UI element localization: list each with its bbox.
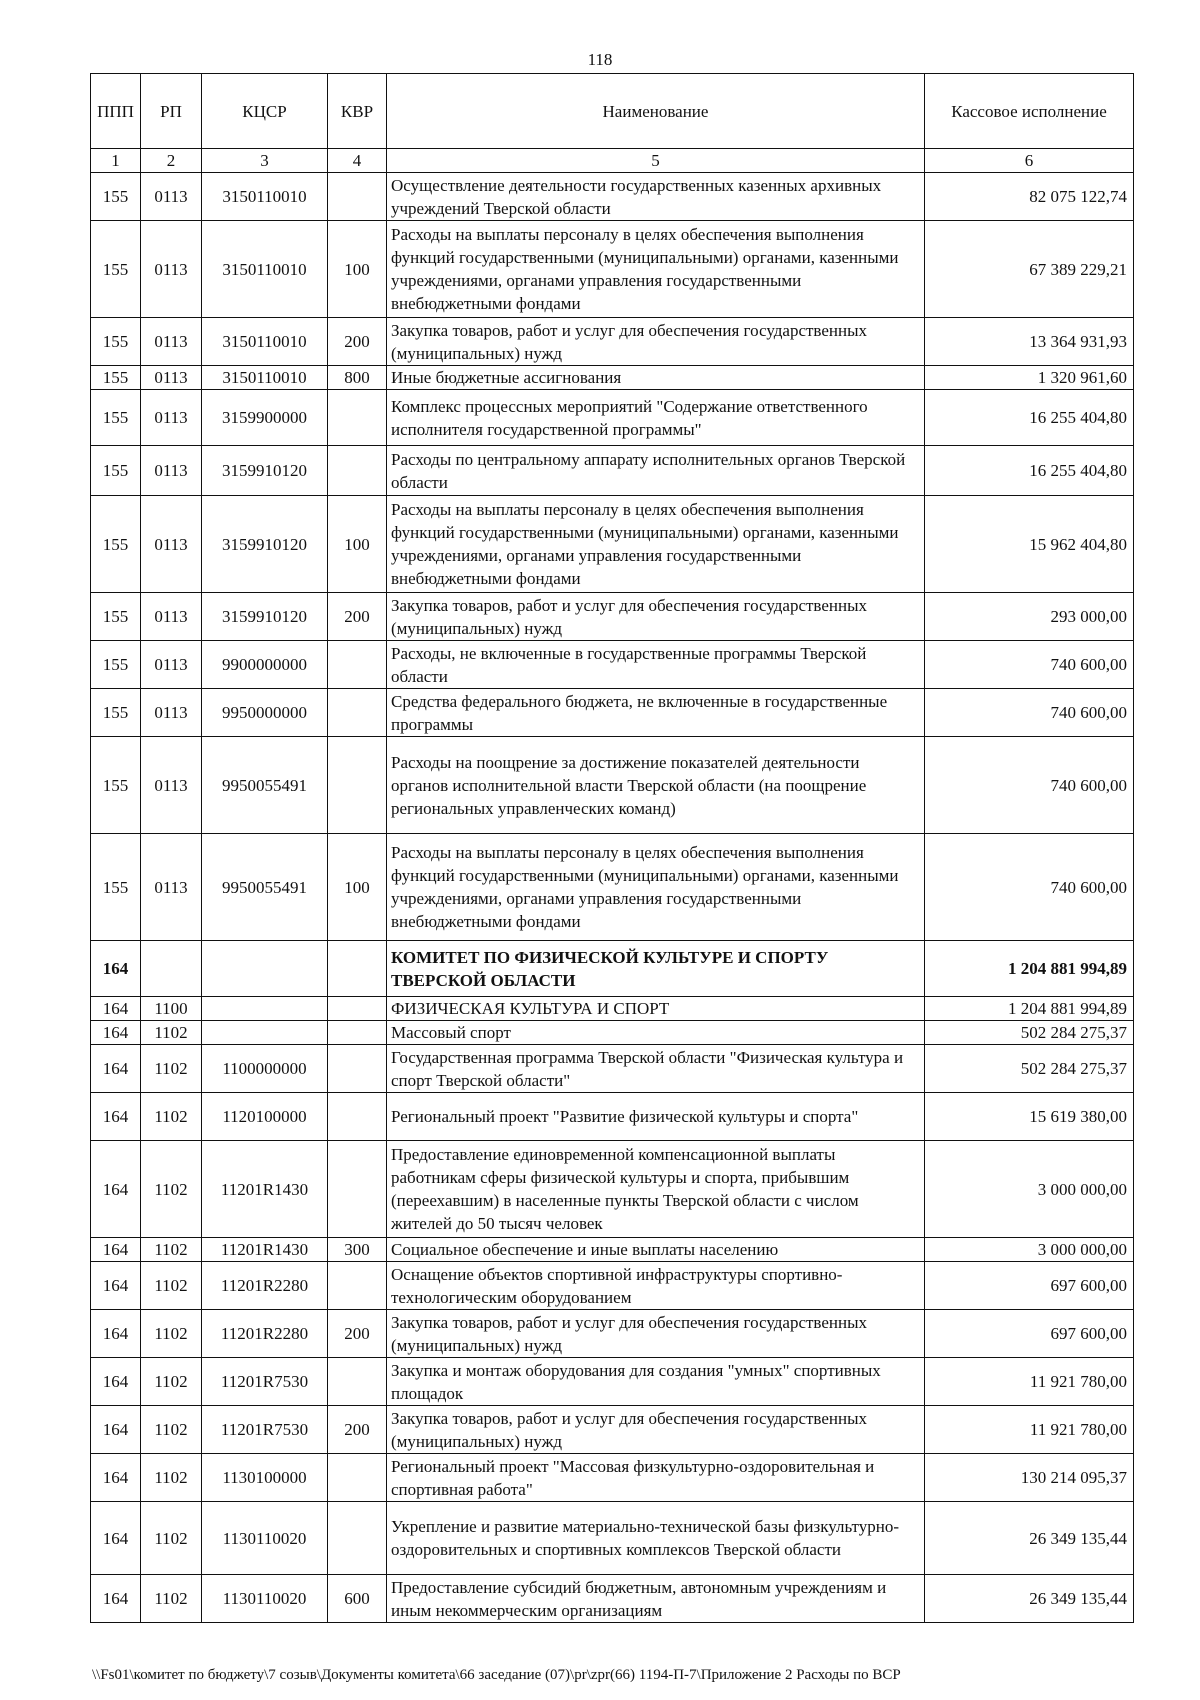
- cell-rp: 0113: [141, 834, 202, 941]
- cell-kvr: [328, 446, 387, 496]
- cell-kcsr: 3150110010: [202, 318, 328, 366]
- cell-amount: 1 320 961,60: [925, 366, 1134, 390]
- cell-kcsr: 11201R7530: [202, 1406, 328, 1454]
- cell-rp: 1100: [141, 997, 202, 1021]
- cell-rp: 0113: [141, 641, 202, 689]
- table-row: [91, 366, 1134, 390]
- cell-name: Предоставление единовременной компенсационной выплаты работникам сферы физической культуры и спорта, прибывшим (переехавшим) в населенные пункты Тверской области с числом жителей до 50 тысяч человек: [387, 1141, 925, 1238]
- cell-rp: 1102: [141, 1502, 202, 1575]
- cell-rp: 1102: [141, 1454, 202, 1502]
- cell-kcsr: 1120100000: [202, 1093, 328, 1141]
- cell-amount: 3 000 000,00: [925, 1141, 1134, 1238]
- column-number-row: [91, 149, 1134, 173]
- header-row: [91, 74, 1134, 149]
- cell-rp: 1102: [141, 1262, 202, 1310]
- cell-ppp: 155: [91, 390, 141, 446]
- table-row: [91, 1045, 1134, 1093]
- cell-amount: 1 204 881 994,89: [925, 941, 1134, 997]
- cell-ppp: 155: [91, 446, 141, 496]
- cell-amount: 740 600,00: [925, 737, 1134, 834]
- header-kvr: КВР: [328, 74, 387, 149]
- table-row: [91, 1310, 1134, 1358]
- table-row: [91, 1021, 1134, 1045]
- cell-amount: 740 600,00: [925, 834, 1134, 941]
- cell-name: Оснащение объектов спортивной инфраструктуры спортивно-технологическим оборудованием: [387, 1262, 925, 1310]
- cell-amount: 740 600,00: [925, 641, 1134, 689]
- cell-name: Закупка и монтаж оборудования для создания "умных" спортивных площадок: [387, 1358, 925, 1406]
- cell-kvr: 100: [328, 834, 387, 941]
- cell-name: Комплекс процессных мероприятий "Содержание ответственного исполнителя государственной программы": [387, 390, 925, 446]
- col-number: 5: [387, 149, 925, 173]
- cell-ppp: 164: [91, 997, 141, 1021]
- cell-amount: 11 921 780,00: [925, 1358, 1134, 1406]
- cell-ppp: 164: [91, 1358, 141, 1406]
- cell-name: Региональный проект "Развитие физической культуры и спорта": [387, 1093, 925, 1141]
- cell-kvr: [328, 1045, 387, 1093]
- cell-ppp: 164: [91, 1406, 141, 1454]
- cell-kcsr: [202, 997, 328, 1021]
- cell-name: ФИЗИЧЕСКАЯ КУЛЬТУРА И СПОРТ: [387, 997, 925, 1021]
- table-row: [91, 1502, 1134, 1575]
- table-row: [91, 941, 1134, 997]
- cell-kcsr: 11201R2280: [202, 1262, 328, 1310]
- cell-amount: 82 075 122,74: [925, 173, 1134, 221]
- table-row: [91, 641, 1134, 689]
- cell-kvr: [328, 689, 387, 737]
- cell-ppp: 164: [91, 1141, 141, 1238]
- cell-ppp: 164: [91, 1502, 141, 1575]
- cell-amount: 697 600,00: [925, 1310, 1134, 1358]
- cell-kcsr: 1130110020: [202, 1502, 328, 1575]
- table-row: [91, 1454, 1134, 1502]
- cell-kvr: [328, 390, 387, 446]
- table-row: [91, 173, 1134, 221]
- cell-amount: 1 204 881 994,89: [925, 997, 1134, 1021]
- cell-amount: 130 214 095,37: [925, 1454, 1134, 1502]
- budget-table: [90, 73, 1134, 1623]
- cell-ppp: 155: [91, 641, 141, 689]
- header-amount: Кассовое исполнение: [925, 74, 1134, 149]
- cell-kvr: 600: [328, 1575, 387, 1623]
- cell-name: Расходы, не включенные в государственные программы Тверской области: [387, 641, 925, 689]
- cell-rp: 1102: [141, 1310, 202, 1358]
- cell-kcsr: 1100000000: [202, 1045, 328, 1093]
- cell-name: Массовый спорт: [387, 1021, 925, 1045]
- cell-rp: 1102: [141, 1358, 202, 1406]
- table-row: [91, 997, 1134, 1021]
- table-row: [91, 593, 1134, 641]
- cell-kcsr: 11201R7530: [202, 1358, 328, 1406]
- cell-amount: 740 600,00: [925, 689, 1134, 737]
- table-row: [91, 1093, 1134, 1141]
- cell-name: Закупка товаров, работ и услуг для обеспечения государственных (муниципальных) нужд: [387, 318, 925, 366]
- cell-rp: 1102: [141, 1093, 202, 1141]
- cell-kcsr: 3150110010: [202, 173, 328, 221]
- cell-name: Укрепление и развитие материально-технической базы физкультурно-оздоровительных и спортивных комплексов Тверской области: [387, 1502, 925, 1575]
- col-number: 3: [202, 149, 328, 173]
- cell-name: Социальное обеспечение и иные выплаты населению: [387, 1238, 925, 1262]
- cell-kcsr: 9950055491: [202, 834, 328, 941]
- table-row: [91, 1238, 1134, 1262]
- cell-kvr: 100: [328, 496, 387, 593]
- cell-name: Осуществление деятельности государственных казенных архивных учреждений Тверской области: [387, 173, 925, 221]
- header-rp: РП: [141, 74, 202, 149]
- col-number: 6: [925, 149, 1134, 173]
- cell-ppp: 155: [91, 366, 141, 390]
- cell-kcsr: 3159910120: [202, 496, 328, 593]
- cell-ppp: 155: [91, 496, 141, 593]
- cell-rp: 1102: [141, 1575, 202, 1623]
- cell-rp: [141, 941, 202, 997]
- cell-rp: 0113: [141, 221, 202, 318]
- cell-ppp: 164: [91, 1045, 141, 1093]
- cell-rp: 1102: [141, 1406, 202, 1454]
- cell-kvr: [328, 641, 387, 689]
- table-row: [91, 1262, 1134, 1310]
- cell-ppp: 164: [91, 1310, 141, 1358]
- cell-name: Расходы на выплаты персоналу в целях обеспечения выполнения функций государственными (муниципальными) органами, казенными учреждениями, органами управления государственными внебюджетными фондами: [387, 834, 925, 941]
- cell-amount: 11 921 780,00: [925, 1406, 1134, 1454]
- cell-ppp: 155: [91, 221, 141, 318]
- cell-name: Закупка товаров, работ и услуг для обеспечения государственных (муниципальных) нужд: [387, 1406, 925, 1454]
- cell-kvr: [328, 1358, 387, 1406]
- cell-amount: 15 619 380,00: [925, 1093, 1134, 1141]
- cell-ppp: 155: [91, 834, 141, 941]
- header-kcsr: КЦСР: [202, 74, 328, 149]
- cell-kvr: 200: [328, 1310, 387, 1358]
- cell-amount: 26 349 135,44: [925, 1575, 1134, 1623]
- cell-kvr: [328, 1093, 387, 1141]
- table-row: [91, 318, 1134, 366]
- table-row: [91, 221, 1134, 318]
- cell-amount: 13 364 931,93: [925, 318, 1134, 366]
- col-number: 1: [91, 149, 141, 173]
- cell-amount: 502 284 275,37: [925, 1021, 1134, 1045]
- cell-name: Региональный проект "Массовая физкультурно-оздоровительная и спортивная работа": [387, 1454, 925, 1502]
- table-row: [91, 1358, 1134, 1406]
- cell-kvr: [328, 1141, 387, 1238]
- cell-amount: 293 000,00: [925, 593, 1134, 641]
- table-row: [91, 1575, 1134, 1623]
- cell-kcsr: 11201R1430: [202, 1238, 328, 1262]
- table-row: [91, 834, 1134, 941]
- table-row: [91, 737, 1134, 834]
- table-row: [91, 1141, 1134, 1238]
- cell-amount: 67 389 229,21: [925, 221, 1134, 318]
- cell-kvr: [328, 1454, 387, 1502]
- cell-ppp: 164: [91, 1262, 141, 1310]
- cell-name: Расходы на выплаты персоналу в целях обеспечения выполнения функций государственными (муниципальными) органами, казенными учреждениями, органами управления государственными внебюджетными фондами: [387, 496, 925, 593]
- cell-rp: 1102: [141, 1238, 202, 1262]
- cell-kvr: 200: [328, 593, 387, 641]
- table-row: [91, 446, 1134, 496]
- cell-kcsr: 3159910120: [202, 593, 328, 641]
- cell-rp: 0113: [141, 446, 202, 496]
- cell-amount: 26 349 135,44: [925, 1502, 1134, 1575]
- cell-amount: 502 284 275,37: [925, 1045, 1134, 1093]
- cell-rp: 0113: [141, 737, 202, 834]
- cell-ppp: 164: [91, 941, 141, 997]
- cell-rp: 1102: [141, 1021, 202, 1045]
- cell-kcsr: 9950055491: [202, 737, 328, 834]
- cell-ppp: 164: [91, 1093, 141, 1141]
- cell-kcsr: 11201R1430: [202, 1141, 328, 1238]
- cell-name: Расходы по центральному аппарату исполнительных органов Тверской области: [387, 446, 925, 496]
- cell-ppp: 155: [91, 689, 141, 737]
- cell-kcsr: 3150110010: [202, 221, 328, 318]
- cell-name: Расходы на поощрение за достижение показателей деятельности органов исполнительной власти Тверской области (на поощрение региональных управленческих команд): [387, 737, 925, 834]
- cell-kvr: 200: [328, 318, 387, 366]
- cell-kvr: [328, 737, 387, 834]
- page-number: 118: [587, 50, 613, 69]
- cell-kvr: 200: [328, 1406, 387, 1454]
- header-name: Наименование: [387, 74, 925, 149]
- header-ppp: ППП: [91, 74, 141, 149]
- cell-ppp: 155: [91, 737, 141, 834]
- cell-kcsr: 9900000000: [202, 641, 328, 689]
- cell-kvr: 300: [328, 1238, 387, 1262]
- cell-kcsr: [202, 1021, 328, 1045]
- cell-kcsr: 3150110010: [202, 366, 328, 390]
- table-row: [91, 390, 1134, 446]
- cell-name: Средства федерального бюджета, не включенные в государственные программы: [387, 689, 925, 737]
- cell-name: Государственная программа Тверской области "Физическая культура и спорт Тверской области": [387, 1045, 925, 1093]
- cell-name: Иные бюджетные ассигнования: [387, 366, 925, 390]
- cell-name: Предоставление субсидий бюджетным, автономным учреждениям и иным некоммерческим организациям: [387, 1575, 925, 1623]
- cell-ppp: 155: [91, 173, 141, 221]
- cell-kvr: [328, 997, 387, 1021]
- cell-kvr: [328, 941, 387, 997]
- cell-rp: 0113: [141, 318, 202, 366]
- table-row: [91, 689, 1134, 737]
- cell-name: Закупка товаров, работ и услуг для обеспечения государственных (муниципальных) нужд: [387, 1310, 925, 1358]
- table-row: [91, 496, 1134, 593]
- cell-kvr: [328, 1021, 387, 1045]
- cell-kcsr: [202, 941, 328, 997]
- cell-rp: 0113: [141, 390, 202, 446]
- cell-kcsr: 11201R2280: [202, 1310, 328, 1358]
- cell-ppp: 155: [91, 593, 141, 641]
- cell-ppp: 164: [91, 1575, 141, 1623]
- cell-ppp: 164: [91, 1454, 141, 1502]
- cell-kvr: 100: [328, 221, 387, 318]
- cell-rp: 1102: [141, 1045, 202, 1093]
- cell-kvr: [328, 1262, 387, 1310]
- col-number: 4: [328, 149, 387, 173]
- cell-kcsr: 1130100000: [202, 1454, 328, 1502]
- cell-amount: 3 000 000,00: [925, 1238, 1134, 1262]
- cell-rp: 0113: [141, 496, 202, 593]
- cell-amount: 15 962 404,80: [925, 496, 1134, 593]
- cell-ppp: 155: [91, 318, 141, 366]
- cell-rp: 0113: [141, 366, 202, 390]
- file-path-footer: \\Fs01\комитет по бюджету\7 созыв\Документы комитета\66 заседание (07)\pr\zpr(66) 1194-П-7\Приложение 2 Расходы по ВСР: [92, 1667, 901, 1683]
- cell-kcsr: 3159900000: [202, 390, 328, 446]
- table-row: [91, 1406, 1134, 1454]
- cell-kvr: [328, 173, 387, 221]
- cell-ppp: 164: [91, 1238, 141, 1262]
- cell-amount: 697 600,00: [925, 1262, 1134, 1310]
- cell-amount: 16 255 404,80: [925, 390, 1134, 446]
- cell-name: КОМИТЕТ ПО ФИЗИЧЕСКОЙ КУЛЬТУРЕ И СПОРТУ ТВЕРСКОЙ ОБЛАСТИ: [387, 941, 925, 997]
- cell-name: Закупка товаров, работ и услуг для обеспечения государственных (муниципальных) нужд: [387, 593, 925, 641]
- col-number: 2: [141, 149, 202, 173]
- cell-rp: 0113: [141, 173, 202, 221]
- cell-rp: 1102: [141, 1141, 202, 1238]
- cell-amount: 16 255 404,80: [925, 446, 1134, 496]
- cell-rp: 0113: [141, 689, 202, 737]
- cell-name: Расходы на выплаты персоналу в целях обеспечения выполнения функций государственными (муниципальными) органами, казенными учреждениями, органами управления государственными внебюджетными фондами: [387, 221, 925, 318]
- cell-rp: 0113: [141, 593, 202, 641]
- cell-kcsr: 3159910120: [202, 446, 328, 496]
- cell-kvr: [328, 1502, 387, 1575]
- cell-kcsr: 1130110020: [202, 1575, 328, 1623]
- cell-kvr: 800: [328, 366, 387, 390]
- cell-ppp: 164: [91, 1021, 141, 1045]
- cell-kcsr: 9950000000: [202, 689, 328, 737]
